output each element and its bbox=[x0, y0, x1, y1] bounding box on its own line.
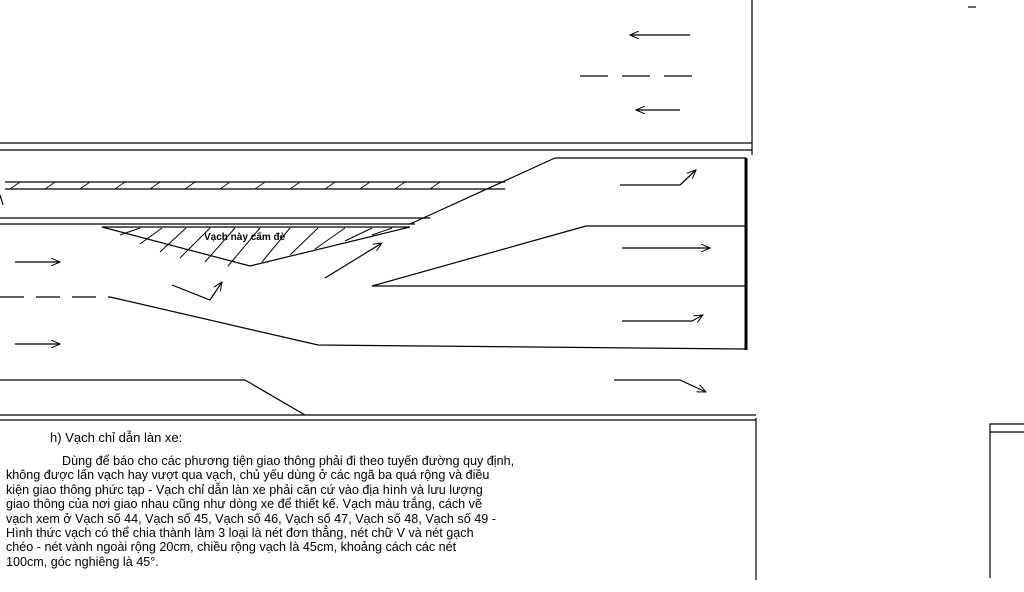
taper-line-upper bbox=[410, 158, 555, 224]
paragraph-line: chéo - nét vành ngoài rộng 20cm, chiều rộng vạch là 45cm, khoảng cách các nét bbox=[6, 540, 457, 555]
arrow-merge-center bbox=[172, 282, 222, 300]
paragraph-line: giao thông của nơi giao nhau cũng như dòng xe để thiết kế. Vạch màu trắng, cách vẽ bbox=[6, 497, 482, 512]
paragraph-line: kiện giao thông phức tạp - Vạch chỉ dẫn làn xe phải căn cứ vào địa hình và lưu lượng bbox=[6, 482, 483, 497]
median-strip-hatching bbox=[10, 182, 440, 189]
paragraph-line: không được lấn vạch hay vượt qua vạch, chủ yếu dùng ở các ngã ba quá rộng và điều bbox=[6, 468, 490, 483]
section-heading: h) Vạch chỉ dẫn làn xe: bbox=[50, 430, 183, 445]
arrow-diagonal-island bbox=[325, 243, 382, 278]
road-edge-lower-taper bbox=[245, 380, 305, 415]
arrow-right-turn-bottom bbox=[614, 380, 706, 392]
arrow-right-turn-top bbox=[620, 170, 696, 185]
top-median-return bbox=[0, 195, 3, 205]
body-paragraph bbox=[6, 454, 718, 569]
paragraph-line: Dùng để báo cho các phương tiện giao thông phải đi theo tuyến đường quy định, bbox=[62, 454, 515, 468]
right-fragment-edge bbox=[990, 424, 1024, 578]
paragraph-line: vạch xem ở Vạch số 44, Vạch số 45, Vạch số 46, Vạch số 47, Vạch số 48, Vạch số 49 - bbox=[6, 511, 496, 526]
arrow-straight-lower bbox=[622, 315, 703, 321]
paragraph-line: Hình thức vạch có thể chia thành làm 3 loại là nét đơn thẳng, nét chữ V và nét gạch bbox=[6, 526, 474, 541]
paragraph-line: 100cm, góc nghiêng là 45°. bbox=[6, 554, 159, 569]
hatched-island-label: Vạch này cấm đè bbox=[204, 232, 286, 243]
taper-line-middle bbox=[372, 226, 586, 286]
diverging-lane-line bbox=[110, 297, 746, 349]
